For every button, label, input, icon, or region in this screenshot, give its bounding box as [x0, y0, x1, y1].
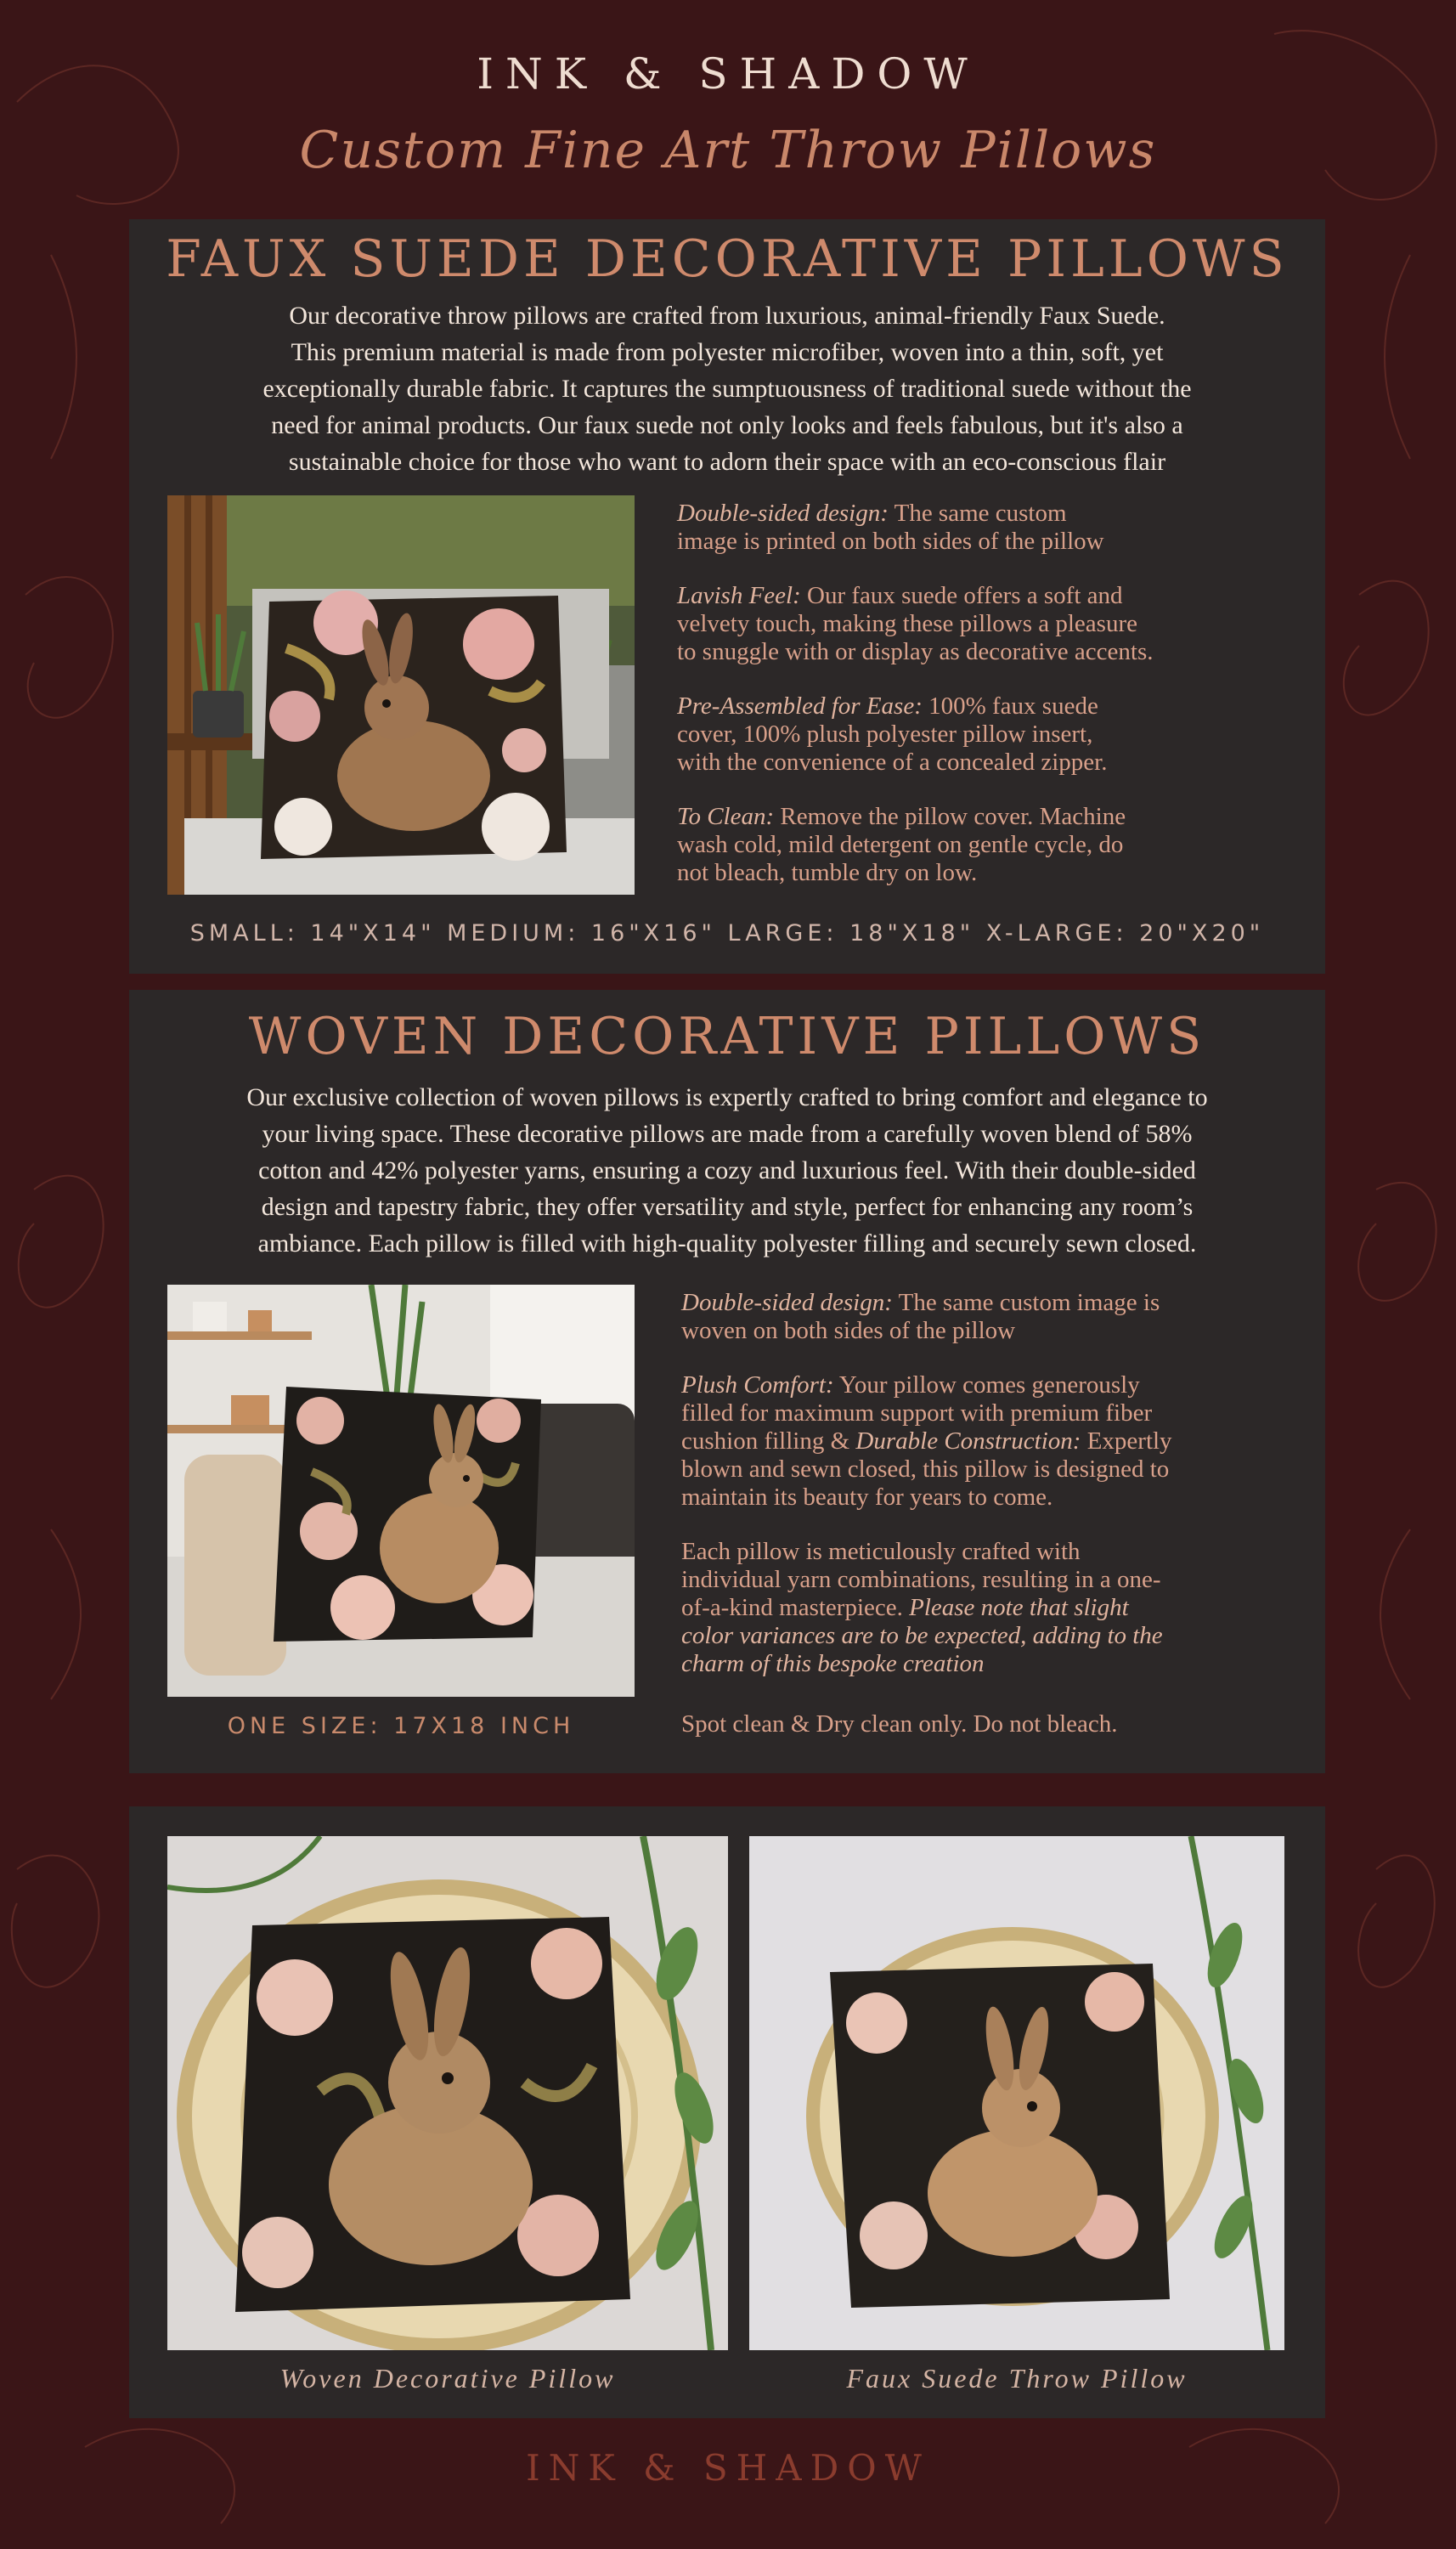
feature-text: individual yarn combinations, resulting in a one-	[681, 1566, 1161, 1593]
intro-line: your living space. These decorative pillows are made from a carefully woven blend of 58%	[262, 1120, 1193, 1148]
feature-to-clean	[677, 803, 1297, 887]
brand-tagline: Custom Fine Art Throw Pillows	[299, 121, 1157, 180]
woven-care: Spot clean & Dry clean only. Do not bleach.	[681, 1710, 1118, 1738]
woven-pillow-basket-photo	[167, 1836, 728, 2350]
feature-text: cover, 100% plush polyester pillow insert,	[677, 721, 1093, 748]
feature-text: wash cold, mild detergent on gentle cycle, do	[677, 831, 1124, 858]
feature-double-sided	[681, 1289, 1310, 1345]
faux-suede-intro	[146, 297, 1308, 480]
feature-label: Double-sided design:	[681, 1289, 893, 1316]
feature-note: Please note that slight	[909, 1594, 1129, 1621]
feature-text: cushion filling &	[681, 1427, 856, 1455]
intro-line: Our decorative throw pillows are crafted from luxurious, animal-friendly Faux Suede.	[289, 302, 1165, 330]
woven-pillow-photo	[167, 1285, 635, 1697]
feature-text: to snuggle with or display as decorative accents.	[677, 638, 1154, 665]
intro-line: need for animal products. Our faux suede not only looks and feels fabulous, but it's also a	[271, 411, 1183, 439]
feature-lavish-feel	[677, 582, 1297, 666]
feature-note: charm of this bespoke creation	[681, 1650, 985, 1677]
feature-text: The same custom	[888, 500, 1067, 527]
faux-suede-sizes: SMALL: 14"X14" MEDIUM: 16"X16" LARGE: 18"X18" X-LARGE: 20"X20"	[189, 920, 1265, 947]
feature-craftsmanship	[681, 1538, 1310, 1678]
feature-pre-assembled	[677, 692, 1297, 777]
gallery-panel	[129, 1806, 1325, 2418]
faux-suede-caption: Faux Suede Throw Pillow	[846, 2363, 1188, 2394]
feature-label: Lavish Feel:	[677, 582, 801, 609]
feature-text: Each pillow is meticulously crafted with	[681, 1538, 1081, 1565]
intro-line: Our exclusive collection of woven pillows is expertly crafted to bring comfort and elegance to	[246, 1083, 1208, 1111]
feature-text: not bleach, tumble dry on low.	[677, 859, 978, 886]
feature-text: with the convenience of a concealed zipper.	[677, 749, 1108, 776]
feature-label: Double-sided design:	[677, 500, 889, 527]
footer-brand: INK & SHADOW	[526, 2447, 930, 2489]
feature-label: Plush Comfort:	[681, 1371, 834, 1399]
feature-text: velvety touch, making these pillows a pleasure	[677, 610, 1137, 637]
woven-caption: Woven Decorative Pillow	[279, 2363, 616, 2394]
feature-text: Your pillow comes generously	[833, 1371, 1140, 1399]
feature-text: maintain its beauty for years to come.	[681, 1484, 1053, 1511]
feature-text: 100% faux suede	[922, 692, 1098, 720]
feature-text: blown and sewn closed, this pillow is designed to	[681, 1455, 1170, 1483]
woven-intro	[146, 1079, 1308, 1262]
feature-label: To Clean:	[677, 803, 775, 830]
feature-double-sided	[677, 500, 1297, 556]
feature-text: filled for maximum support with premium fiber	[681, 1399, 1153, 1427]
woven-panel	[129, 990, 1325, 1773]
faux-suede-pillow-basket-photo	[749, 1836, 1284, 2350]
feature-text: Our faux suede offers a soft and	[800, 582, 1123, 609]
feature-text: image is printed on both sides of the pillow	[677, 528, 1104, 555]
feature-label: Pre-Assembled for Ease:	[677, 692, 923, 720]
brand-title: INK & SHADOW	[477, 49, 979, 99]
feature-note: color variances are to be expected, adding to the	[681, 1622, 1163, 1649]
faux-suede-panel	[129, 219, 1325, 974]
woven-features	[681, 1289, 1310, 1704]
feature-label: Durable Construction:	[855, 1427, 1081, 1455]
faux-suede-features	[677, 500, 1297, 913]
faux-suede-pillow-photo	[167, 495, 635, 895]
intro-line: This premium material is made from polyester microfiber, woven into a thin, soft, yet	[291, 338, 1164, 366]
feature-text: of-a-kind masterpiece.	[681, 1594, 910, 1621]
intro-line: exceptionally durable fabric. It captures the sumptuousness of traditional suede without the	[262, 375, 1192, 403]
intro-line: design and tapestry fabric, they offer versatility and style, perfect for enhancing any room’s	[261, 1193, 1194, 1221]
feature-text: Expertly	[1081, 1427, 1172, 1455]
feature-text: The same custom image is	[892, 1289, 1160, 1316]
intro-line: cotton and 42% polyester yarns, ensuring a cozy and luxurious feel. With their double-sided	[258, 1156, 1196, 1184]
intro-line: sustainable choice for those who want to adorn their space with an eco-conscious flair	[288, 448, 1166, 476]
feature-text: woven on both sides of the pillow	[681, 1317, 1016, 1344]
feature-plush-comfort	[681, 1371, 1310, 1512]
faux-suede-title: FAUX SUEDE DECORATIVE PILLOWS	[166, 229, 1289, 289]
intro-line: ambiance. Each pillow is filled with high-quality polyester filling and securely sewn closed.	[257, 1229, 1197, 1258]
feature-text: Remove the pillow cover. Machine	[774, 803, 1126, 830]
woven-size: ONE SIZE: 17X18 INCH	[227, 1713, 575, 1739]
woven-title: WOVEN DECORATIVE PILLOWS	[248, 1007, 1206, 1066]
